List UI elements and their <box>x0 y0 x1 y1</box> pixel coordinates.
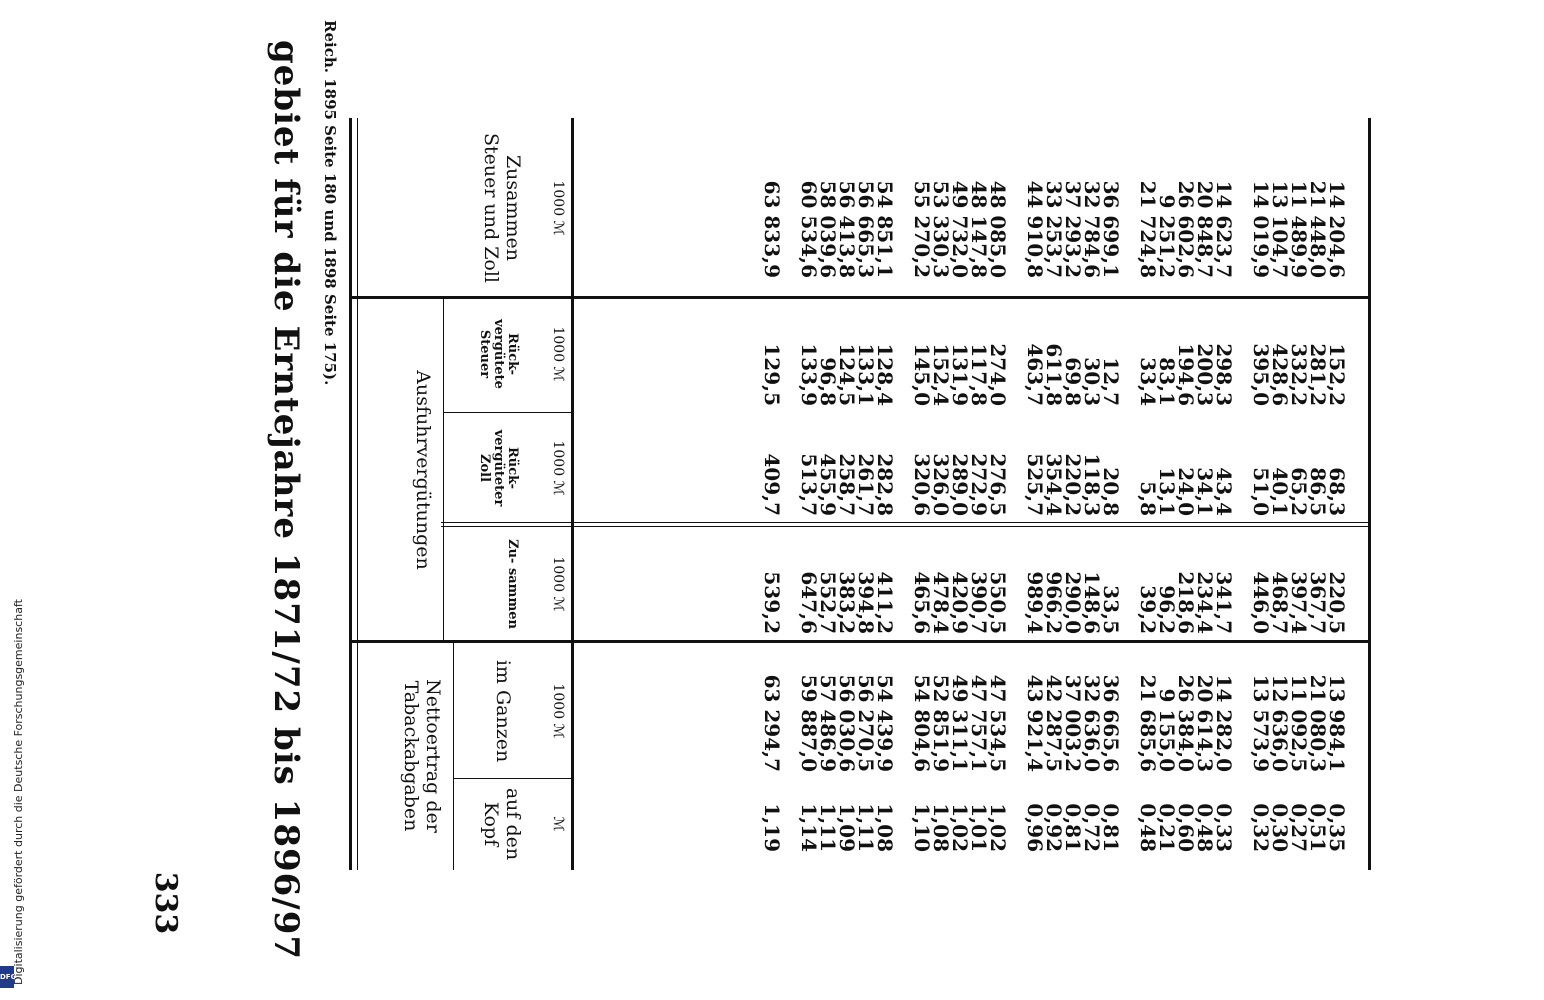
table-cell: 56 030,6 <box>835 674 859 772</box>
table-cell: 276,5 <box>986 453 1010 516</box>
unit-col-3: 1000 ℳ <box>550 440 566 496</box>
table-cell: 13 104,7 <box>1268 180 1292 278</box>
table-top-rule-thin <box>357 118 358 870</box>
table-cell: 220,2 <box>1061 453 1085 516</box>
table-cell: 52 851,9 <box>929 674 953 772</box>
table-cell: 332,2 <box>1287 343 1311 406</box>
table-cell: 1,09 <box>835 803 859 852</box>
table-cell: 290,0 <box>1061 571 1085 634</box>
table-cell: 20 848,7 <box>1193 180 1217 278</box>
table-cell: 367,7 <box>1306 571 1330 634</box>
table-cell: 200,3 <box>1193 343 1217 406</box>
table-cell: 0,60 <box>1174 803 1198 852</box>
table-cell: 5,8 <box>1136 481 1160 516</box>
table-cell: 1,02 <box>986 803 1010 852</box>
table-cell: 1,14 <box>797 803 821 852</box>
column-zusammen <box>760 530 1349 634</box>
table-cell: 48 085,0 <box>986 180 1010 278</box>
table-cell: 54 804,6 <box>910 674 934 772</box>
table-cell: 118,3 <box>1080 453 1104 516</box>
table-cell: 966,2 <box>1042 571 1066 634</box>
table-cell: 552,7 <box>816 571 840 634</box>
table-cell: 0,81 <box>1061 803 1085 852</box>
table-cell: 420,9 <box>948 571 972 634</box>
table-cell: 49 732,0 <box>948 180 972 278</box>
table-cell: 14 623,7 <box>1212 180 1236 278</box>
table-cell: 428,6 <box>1268 343 1292 406</box>
table-cell: 152,2 <box>1325 343 1349 406</box>
table-cell: 194,6 <box>1174 343 1198 406</box>
table-cell: 0,72 <box>1080 803 1104 852</box>
table-cell: 24,0 <box>1174 467 1198 516</box>
table-cell: 647,6 <box>797 571 821 634</box>
table-cell: 68,3 <box>1325 467 1349 516</box>
table-cell: 0,48 <box>1193 803 1217 852</box>
col-sep-2 <box>444 412 574 413</box>
header-rueck-steuer: Rück- vergütete Steuer <box>477 319 520 389</box>
table-cell: 397,4 <box>1287 571 1311 634</box>
table-cell: 0,33 <box>1212 803 1236 852</box>
table-cell: 40,1 <box>1268 467 1292 516</box>
table-cell: 0,35 <box>1325 803 1349 852</box>
header-auf-den-kopf: auf den Kopf <box>480 787 524 861</box>
table-cell: 69,8 <box>1061 357 1085 406</box>
column-auf-den-kopf <box>760 782 1349 852</box>
table-cell: 525,7 <box>1023 453 1047 516</box>
table-cell: 83,1 <box>1155 357 1179 406</box>
col-sep-3 <box>441 522 1368 523</box>
table-cell: 96,8 <box>816 357 840 406</box>
table-cell: 51,0 <box>1249 467 1273 516</box>
table-cell: 446,0 <box>1249 571 1273 634</box>
table-cell: 26 384,0 <box>1174 674 1198 772</box>
table-cell: 133,9 <box>797 343 821 406</box>
dfg-logo: DFG <box>0 966 14 988</box>
table-cell: 395,0 <box>1249 343 1273 406</box>
header-zusammen-steuer-zoll: Zusammen Steuer und Zoll <box>480 133 524 283</box>
table-cell: 33,5 <box>1099 585 1123 634</box>
table-cell: 21 685,6 <box>1136 674 1160 772</box>
table-cell: 539,2 <box>760 571 784 634</box>
table-cell: 128,4 <box>873 343 897 406</box>
unit-col-4: 1000 ℳ <box>550 556 566 612</box>
table-cell: 49 311,1 <box>948 674 972 772</box>
col-sep-3b <box>441 526 1368 527</box>
table-cell: 26 602,6 <box>1174 180 1198 278</box>
table-cell: 478,4 <box>929 571 953 634</box>
table-cell: 0,81 <box>1099 803 1123 852</box>
header-netto-group: Nettoertrag der Tabackabgaben <box>400 679 444 833</box>
table-cell: 282,8 <box>873 453 897 516</box>
table-cell: 9 155,0 <box>1155 688 1179 772</box>
table-cell: 341,7 <box>1212 571 1236 634</box>
table-cell: 0,48 <box>1136 803 1160 852</box>
table-cell: 43,4 <box>1212 467 1236 516</box>
col-sep-5 <box>454 778 574 779</box>
header-rueck-zoll: Rück- vergüteter Zoll <box>477 429 520 507</box>
table-cell: 14 204,6 <box>1325 180 1349 278</box>
table-cell: 36 665,6 <box>1099 674 1123 772</box>
column-netto-im-ganzen <box>760 646 1349 772</box>
table-cell: 455,9 <box>816 453 840 516</box>
header-ausfuhr-group: Ausfuhrvergütungen <box>412 370 434 570</box>
table-cell: 129,5 <box>760 343 784 406</box>
table-cell: 20,8 <box>1099 467 1123 516</box>
table-cell: 43 921,4 <box>1023 674 1047 772</box>
table-cell: 48 147,8 <box>967 180 991 278</box>
table-cell: 47 534,5 <box>986 674 1010 772</box>
table-cell: 1,11 <box>854 803 878 852</box>
table-cell: 218,6 <box>1174 571 1198 634</box>
table-cell: 258,7 <box>835 453 859 516</box>
page-title: gebiet für die Erntejahre 1871/72 bis 1896/97 <box>266 39 306 961</box>
table-cell: 0,51 <box>1306 803 1330 852</box>
table-cell: 465,6 <box>910 571 934 634</box>
table-bottom-rule <box>1368 118 1371 870</box>
header-zusammen: Zu- sammen <box>505 539 520 629</box>
table-cell: 63 294,7 <box>760 674 784 772</box>
table-cell: 30,3 <box>1080 357 1104 406</box>
table-cell: 54 439,9 <box>873 674 897 772</box>
table-cell: 145,0 <box>910 343 934 406</box>
table-cell: 56 270,5 <box>854 674 878 772</box>
table-cell: 354,4 <box>1042 453 1066 516</box>
table-top-rule <box>349 118 352 870</box>
unit-col-1: 1000 ℳ <box>550 180 566 236</box>
table-cell: 298,3 <box>1212 343 1236 406</box>
table-cell: 14 019,9 <box>1249 180 1273 278</box>
table-cell: 86,5 <box>1306 467 1330 516</box>
table-cell: 1,10 <box>910 803 934 852</box>
table-cell: 411,2 <box>873 571 897 634</box>
table-cell: 55 270,2 <box>910 180 934 278</box>
table-cell: 13,1 <box>1155 467 1179 516</box>
table-cell: 13 573,9 <box>1249 674 1273 772</box>
table-cell: 12,7 <box>1099 357 1123 406</box>
table-cell: 57 486,9 <box>816 674 840 772</box>
table-cell: 14 282,0 <box>1212 674 1236 772</box>
col-sep-4 <box>352 640 1368 643</box>
table-cell: 409,7 <box>760 453 784 516</box>
table-cell: 56 665,3 <box>854 180 878 278</box>
table-cell: 33,4 <box>1136 357 1160 406</box>
table-cell: 56 413,8 <box>835 180 859 278</box>
table-cell: 289,0 <box>948 453 972 516</box>
column-zusammen-steuer-zoll <box>760 128 1349 278</box>
table-cell: 234,4 <box>1193 571 1217 634</box>
table-cell: 21 724,8 <box>1136 180 1160 278</box>
table-cell: 152,4 <box>929 343 953 406</box>
header-im-ganzen: im Ganzen <box>492 659 514 763</box>
table-cell: 53 330,3 <box>929 180 953 278</box>
table-cell: 42 287,5 <box>1042 674 1066 772</box>
table-cell: 0,27 <box>1287 803 1311 852</box>
table-cell: 32 784,6 <box>1080 180 1104 278</box>
table-cell: 394,8 <box>854 571 878 634</box>
table-cell: 37 003,2 <box>1061 674 1085 772</box>
page-number: 333 <box>148 871 183 935</box>
unit-col-2: 1000 ℳ <box>550 326 566 382</box>
table-cell: 989,4 <box>1023 571 1047 634</box>
table-cell: 47 757,1 <box>967 674 991 772</box>
unit-col-5: 1000 ℳ <box>550 683 566 739</box>
table-cell: 0,21 <box>1155 803 1179 852</box>
table-cell: 34,1 <box>1193 467 1217 516</box>
table-cell: 54 851,1 <box>873 180 897 278</box>
table-cell: 148,6 <box>1080 571 1104 634</box>
table-cell: 0,30 <box>1268 803 1292 852</box>
table-cell: 96,2 <box>1155 585 1179 634</box>
group-rule-ausfuhr <box>443 296 444 642</box>
table-cell: 11 092,5 <box>1287 674 1311 772</box>
table-cell: 326,0 <box>929 453 953 516</box>
table-cell: 390,7 <box>967 571 991 634</box>
table-cell: 383,2 <box>835 571 859 634</box>
table-cell: 1,19 <box>760 803 784 852</box>
table-cell: 220,5 <box>1325 571 1349 634</box>
table-cell: 274,0 <box>986 343 1010 406</box>
table-cell: 272,9 <box>967 453 991 516</box>
table-cell: 60 534,6 <box>797 180 821 278</box>
table-cell: 12 636,0 <box>1268 674 1292 772</box>
table-cell: 1,08 <box>929 803 953 852</box>
table-cell: 281,2 <box>1306 343 1330 406</box>
table-cell: 59 887,0 <box>797 674 821 772</box>
table-cell: 513,7 <box>797 453 821 516</box>
table-cell: 21 080,3 <box>1306 674 1330 772</box>
table-cell: 33 253,7 <box>1042 180 1066 278</box>
table-cell: 1,11 <box>816 803 840 852</box>
table-cell: 468,7 <box>1268 571 1292 634</box>
column-rueck-steuer <box>760 300 1349 406</box>
table-cell: 261,7 <box>854 453 878 516</box>
table-cell: 1,01 <box>967 803 991 852</box>
table-cell: 1,02 <box>948 803 972 852</box>
table-cell: 463,7 <box>1023 343 1047 406</box>
col-sep-1 <box>351 296 1371 299</box>
unit-col-6: ℳ <box>550 816 566 832</box>
table-cell: 0,32 <box>1249 803 1273 852</box>
table-cell: 117,8 <box>967 343 991 406</box>
table-cell: 20 614,3 <box>1193 674 1217 772</box>
table-cell: 0,96 <box>1023 803 1047 852</box>
table-cell: 13 984,1 <box>1325 674 1349 772</box>
table-cell: 32 636,0 <box>1080 674 1104 772</box>
table-cell: 39,2 <box>1136 585 1160 634</box>
table-cell: 131,9 <box>948 343 972 406</box>
table-cell: 36 699,1 <box>1099 180 1123 278</box>
table-cell: 9 251,2 <box>1155 194 1179 278</box>
table-cell: 58 039,6 <box>816 180 840 278</box>
table-cell: 133,1 <box>854 343 878 406</box>
column-rueck-zoll <box>760 416 1349 516</box>
table-cell: 11 489,9 <box>1287 180 1311 278</box>
table-cell: 21 448,0 <box>1306 180 1330 278</box>
header-bottom-rule <box>571 118 574 870</box>
table-cell: 320,6 <box>910 453 934 516</box>
table-cell: 63 833,9 <box>760 180 784 278</box>
table-cell: 65,2 <box>1287 467 1311 516</box>
table-cell: 124,5 <box>835 343 859 406</box>
table-cell: 0,92 <box>1042 803 1066 852</box>
subtitle: Reich. 1895 Seite 180 und 1898 Seite 175). <box>321 20 339 386</box>
table-cell: 611,8 <box>1042 343 1066 406</box>
table-cell: 44 910,8 <box>1023 180 1047 278</box>
table-cell: 37 293,2 <box>1061 180 1085 278</box>
table-cell: 550,5 <box>986 571 1010 634</box>
table-cell: 1,08 <box>873 803 897 852</box>
digitization-note: Digitalisierung gefördert durch die Deutsche Forschungsgemeinschaft <box>12 599 25 985</box>
